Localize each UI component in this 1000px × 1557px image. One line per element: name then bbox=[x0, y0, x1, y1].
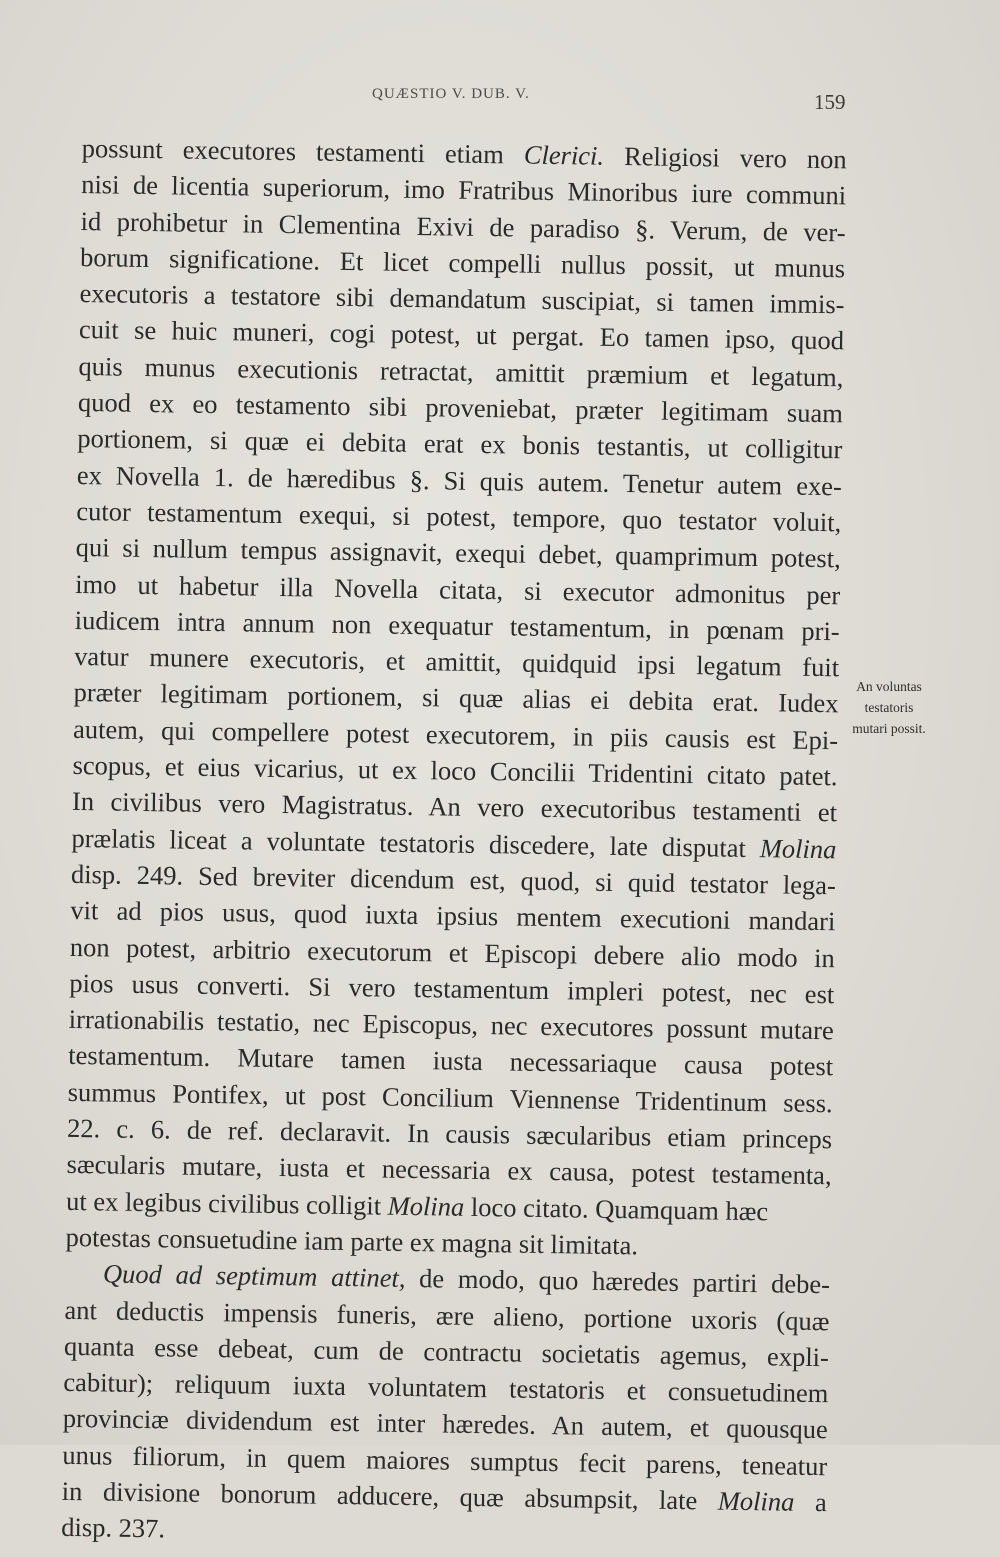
text-run: executoris a testatore sibi demandatum suscipiat, si tamen immis- bbox=[79, 278, 845, 320]
text-run: disp. 237. bbox=[61, 1512, 166, 1544]
margin-note bbox=[838, 676, 940, 739]
page-number: 159 bbox=[814, 90, 846, 114]
text-run: borum significatione. Et licet compelli nullus possit, ut munus bbox=[79, 241, 846, 284]
text-run: Religiosi vero non bbox=[603, 140, 847, 175]
margin-note-line: An voluntas bbox=[856, 679, 922, 694]
text-run: irrationabilis testatio, nec Episcopus, nec executores possunt mutare bbox=[68, 1004, 834, 1046]
text-run: potestas consuetudine iam parte ex magna sit limitata. bbox=[65, 1221, 639, 1261]
italic-run: Quod ad septimum attinet, bbox=[102, 1258, 406, 1294]
text-run: ut ex legibus civilibus colligit bbox=[65, 1185, 388, 1221]
text-run: cabitur); reliquum iuxta voluntatem testatoris et consuetudinem bbox=[63, 1366, 829, 1409]
italic-run: Molina bbox=[759, 832, 837, 864]
text-run: cutor testamentum exequi, si potest, tempore, quo testator voluit, bbox=[76, 495, 842, 538]
text-run: nisi de licentia superiorum, imo Fratribus Minoribus iure communi bbox=[80, 169, 847, 211]
text-run: a bbox=[794, 1486, 827, 1518]
text-run: scopus, et eius vicarius, ut ex loco Concilii Tridentini citato patet. bbox=[72, 749, 838, 792]
body-text bbox=[61, 130, 847, 1557]
text-run: unus filiorum, in quem maiores sumptus fecit parens, teneatur bbox=[62, 1439, 828, 1481]
text-run: loco citato. Quamquam hæc bbox=[464, 1191, 769, 1226]
text-run: portionem, si quæ ei debita erat ex bonis testantis, ut colligitur bbox=[77, 423, 843, 465]
italic-run: Clerici. bbox=[523, 139, 605, 171]
text-run: summus Pontifex, ut post Concilium Viennense Tridentinum sess. bbox=[67, 1076, 833, 1118]
text-run: non potest, arbitrio executorum et Episcopi debere alio modo in bbox=[69, 931, 836, 973]
text-run: quis munus executionis retractat, amittit præmium et legatum, bbox=[78, 350, 844, 393]
text-run: 22. c. 6. de ref. declaravit. In causis sæcularibus etiam princeps bbox=[66, 1112, 833, 1155]
running-head: QUÆSTIO V. DUB. V. bbox=[372, 86, 530, 102]
text-run: autem, qui compellere potest executorem, in piis causis est Epi- bbox=[72, 713, 839, 756]
text-run: prælatis liceat a voluntate testatoris discedere, late disputat bbox=[71, 822, 761, 863]
text-run: qui si nullum tempus assignavit, exequi debet, quamprimum potest, bbox=[75, 532, 841, 574]
text-run: imo ut habetur illa Novella citata, si executor admonitus per bbox=[75, 568, 841, 610]
text-run: præter legitimam portionem, si quæ alias ei debita erat. Iudex bbox=[73, 677, 839, 719]
text-run: disp. 249. Sed breviter dicendum est, quod, si quid testator lega- bbox=[70, 858, 837, 901]
text-run: In civilibus vero Magistratus. An vero executoribus testamenti et bbox=[71, 786, 838, 828]
text-run: ex Novella 1. de hæredibus §. Si quis autem. Tenetur autem exe- bbox=[76, 459, 843, 501]
text-run: in divisione bonorum adducere, quæ absumpsit, late bbox=[61, 1475, 719, 1516]
text-run: iudicem intra annum non exequatur testamentum, in pœnam pri- bbox=[74, 604, 840, 647]
margin-note-line: testatoris bbox=[864, 700, 914, 715]
text-run: quanta esse debeat, cum de contractu societatis agemus, expli- bbox=[63, 1330, 830, 1373]
italic-run: Molina bbox=[387, 1190, 465, 1222]
text-run: vatur munere executoris, et amittit, quidquid ipsi legatum fuit bbox=[73, 641, 840, 683]
text-run: cuit se huic muneri, cogi potest, ut pergat. Eo tamen ipso, quod bbox=[78, 314, 845, 356]
margin-note-line: mutari possit. bbox=[852, 721, 926, 736]
text-run: provinciæ dividendum est inter hæredes. An autem, et quousque bbox=[62, 1403, 829, 1445]
text-run: ant deductis impensis funeris, ære alieno, portione uxoris (quæ bbox=[64, 1294, 830, 1336]
text-run: pios usus converti. Si vero testamentum impleri potest, nec est bbox=[69, 967, 835, 1010]
text-run: id prohibetur in Clementina Exivi de paradiso §. Verum, de ver- bbox=[80, 205, 846, 247]
text-run: sæcularis mutare, iusta et necessaria ex causa, potest testamenta, bbox=[66, 1149, 832, 1191]
text-run: possunt executores testamenti etiam bbox=[81, 132, 525, 170]
text-run: testamentum. Mutare tamen iusta necessariaque causa potest bbox=[68, 1040, 834, 1082]
text-run: quod ex eo testamento sibi proveniebat, præter legitimam suam bbox=[77, 387, 844, 429]
text-run: vit ad pios usus, quod iuxta ipsius mentem executioni mandari bbox=[70, 895, 836, 937]
italic-run: Molina bbox=[717, 1485, 795, 1517]
text-run: de modo, quo hæredes partiri debe- bbox=[405, 1263, 831, 1300]
